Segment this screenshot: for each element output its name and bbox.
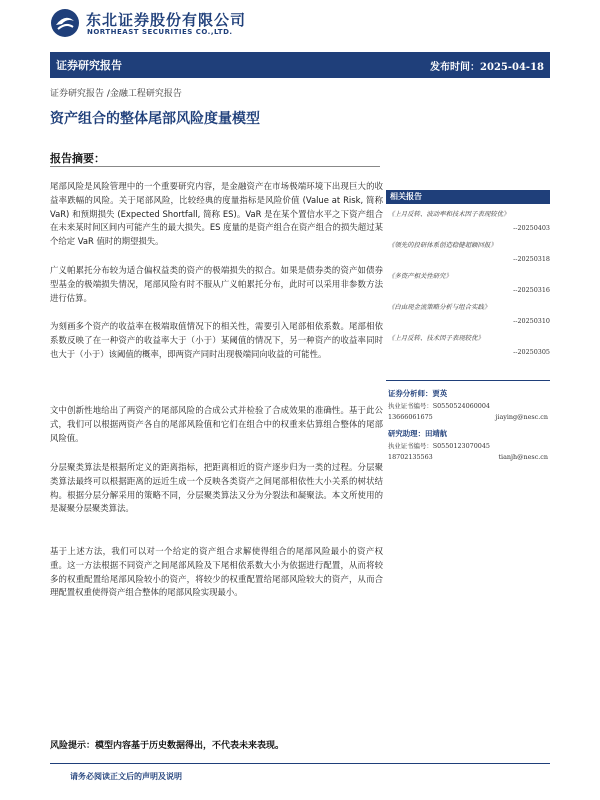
analyst-contact — [388, 453, 548, 461]
analyst-cert-text: 执业证书编号：S0550123070045 — [388, 442, 490, 450]
analyst-email[interactable]: tianjh@nesc.cn — [498, 453, 548, 461]
report-title: 资产组合的整体尾部风险度量模型 — [50, 111, 260, 127]
related-report-title[interactable]: 《上月反转、波动率和技术因子表现较优》 — [388, 210, 510, 218]
related-report-title[interactable]: 《上月反转、技术因子表现较优》 — [388, 334, 484, 342]
abstract-paragraph-4: 文中创新性地给出了两资产的尾部风险的合成公式并检验了合成效果的准确性。基于此公式，我们可以根据两资产各自的尾部风险值和它们在组合中的权重来估算组合整体的尾部风险值。 — [50, 405, 383, 443]
company-name-en: NORTHEAST SECURITIES CO.,LTD. — [87, 28, 233, 36]
abstract-paragraph-3: 为刻画多个资产的收益率在极端取值情况下的相关性，需要引入尾部相依系数。尾部相依系数反映了在一种资产的收益率大于（小于）某阈值的情况下，另一种资产的收益率同时也大于（小于）该阈值的概率，即两资产同时出现极端同向收益的可能性。 — [50, 321, 383, 359]
abstract-paragraph-5: 分层聚类算法是根据所定义的距离指标，把距离相近的资产逐步归为一类的过程。分层聚类算法最终可以根据距离的远近生成一个反映各类资产之间尾部相依性大小关系的树状结构。根据分层分解采用的策略不同，分层聚类算法又分为分裂法和凝聚法。本文所使用的是凝聚分层聚类算法。 — [50, 462, 383, 514]
publish-date: 发布时间：2025-04-18 — [430, 62, 544, 73]
breadcrumb: 证券研究报告 /金融工程研究报告 — [50, 89, 182, 99]
related-report-title[interactable]: 《领先的投研体系创造稳健超额回报》 — [388, 241, 497, 249]
abstract-paragraph-1: 尾部风险是风险管理中的一个重要研究内容，是金融资产在市场极端环境下出现巨大的收益率跌幅的风险。关于尾部风险，比较经典的度量指标是风险价值 (Value at Risk, 简称 VaR) 和预期损失 (Expected Shortfall, 简称 ES)。VaR 是在某个置信水平之下资产组合在未来某时间区间内可能产生的最大损失。ES 度量的是资产组合在资产组合的损失超过某个给定 VaR 值时的期望损失。 — [50, 181, 383, 247]
related-report-date: --20250316 — [513, 286, 550, 294]
related-report-date: --20250310 — [513, 317, 550, 325]
abstract-heading: 报告摘要： — [50, 152, 105, 165]
company-logo-icon — [50, 8, 80, 38]
related-report-date: --20250318 — [513, 255, 550, 263]
analyst-label: 证券分析师：贾英 — [388, 389, 448, 398]
abstract-divider — [50, 166, 380, 167]
report-type-label: 证券研究报告 — [56, 59, 122, 72]
analyst-email[interactable]: jiaying@nesc.cn — [495, 413, 548, 421]
footer-divider — [50, 763, 550, 764]
risk-warning: 风险提示：模型内容基于历史数据得出，不代表未来表现。 — [50, 741, 285, 751]
analyst-cert — [388, 441, 548, 450]
company-logo — [50, 8, 280, 38]
report-banner — [50, 52, 550, 78]
related-report-title[interactable]: 《白由现金流策略分析与组合实践》 — [388, 303, 491, 311]
analyst-label: 研究助理：田靖航 — [388, 429, 448, 438]
analyst-cert — [388, 401, 548, 410]
related-report-date: --20250305 — [513, 348, 550, 356]
analyst-phone: 13666061675 — [388, 413, 433, 421]
analyst-phone: 18702135563 — [388, 453, 433, 461]
related-reports-heading: 相关报告 — [386, 190, 550, 204]
related-report-title[interactable]: 《多资产相关性研究》 — [388, 272, 452, 280]
abstract-paragraph-6: 基于上述方法，我们可以对一个给定的资产组合求解使得组合的尾部风险最小的资产权重。这一方法根据不同资产之间尾部风险及下尾相依系数大小为依据进行配置，从而将较多的权重配置给尾部风险较小的资产，将较少的权重配置给尾部风险较大的资产，从而合理配置权重使得资产组合整体的尾部风险实现最小。 — [50, 546, 383, 598]
related-report-date: --20250403 — [513, 224, 550, 232]
abstract-paragraph-2: 广义帕累托分布较为适合偏权益类的资产的极端损失的拟合。如果是债券类的资产如债券型基金的极端损失情况，尾部风险有时不服从广义帕累托分布，此时可以采用非参数方法进行估算。 — [50, 265, 383, 303]
analyst-contact — [388, 413, 548, 421]
footer-disclaimer[interactable]: 请务必阅读正文后的声明及说明 — [70, 772, 182, 781]
sidebar-divider — [386, 380, 550, 381]
analyst-cert-text: 执业证书编号：S0550524060004 — [388, 402, 490, 410]
company-name-cn: 东北证券股份有限公司 — [86, 11, 247, 29]
